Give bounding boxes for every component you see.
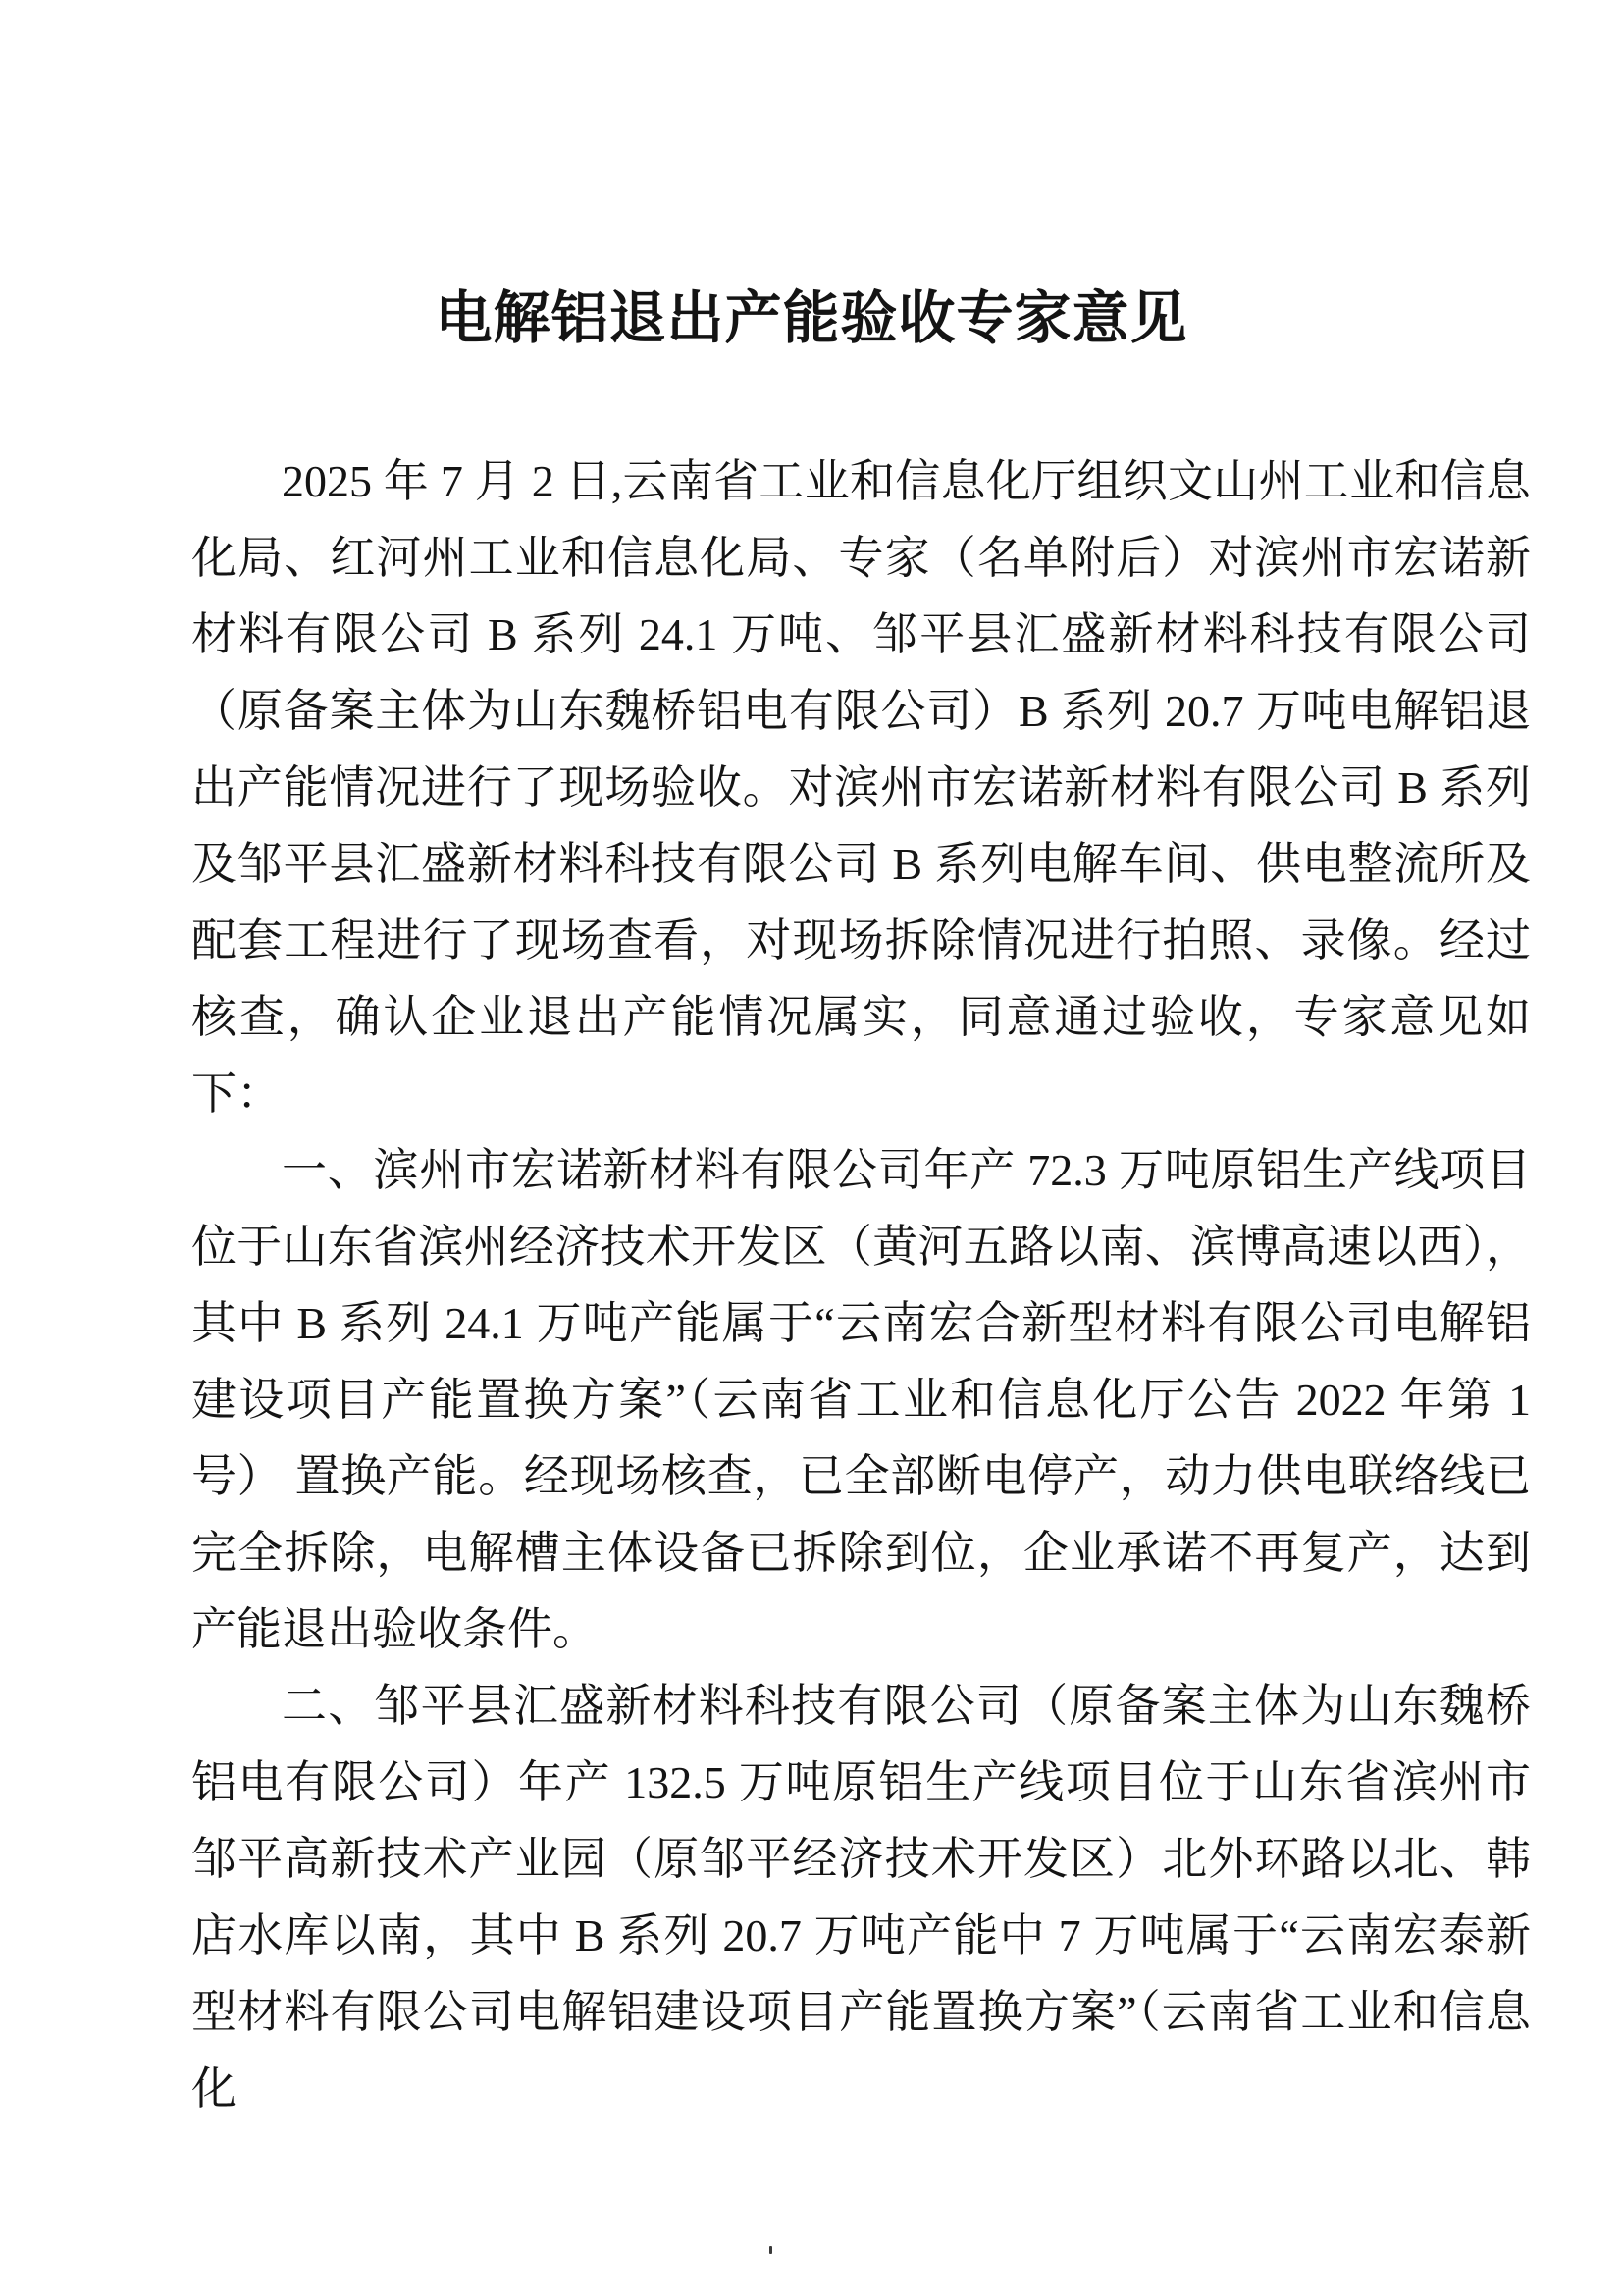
- paragraph-intro: 2025 年 7 月 2 日,云南省工业和信息化厅组织文山州工业和信息化局、红河州工业和信息化局、专家（名单附后）对滨州市宏诺新材料有限公司 B 系列 24.1 万吨、邹平县汇盛新材料科技有限公司（原备案主体为山东魏桥铝电有限公司）B 系列 20.7 万吨电解铝退出产能情况进行了现场验收。对滨州市宏诺新材料有限公司 B 系列及邹平县汇盛新材料科技有限公司 B 系列电解车间、供电整流所及配套工程进行了现场查看，对现场拆除情况进行拍照、录像。经过核查，确认企业退出产能情况属实，同意通过验收，专家意见如下：: [191, 456, 1531, 1119]
- scan-artifact-speck: [769, 2246, 772, 2254]
- paragraph-item-two: 二、邹平县汇盛新材料科技有限公司（原备案主体为山东魏桥铝电有限公司）年产 132.5 万吨原铝生产线项目位于山东省滨州市邹平高新技术产业园（原邹平经济技术开发区）北外环路以北、韩店水库以南，其中 B 系列 20.7 万吨产能中 7 万吨属于“云南宏泰新型材料有限公司电解铝建设项目产能置换方案”（云南省工业和信息化: [191, 1681, 1531, 2113]
- paragraph-item-one: 一、滨州市宏诺新材料有限公司年产 72.3 万吨原铝生产线项目位于山东省滨州经济技术开发区（黄河五路以南、滨博高速以西），其中 B 系列 24.1 万吨产能属于“云南宏合新型材料有限公司电解铝建设项目产能置换方案”（云南省工业和信息化厅公告 2022 年第 1 号） 置换产能。经现场核查，已全部断电停产，动力供电联络线已完全拆除，电解槽主体设备已拆除到位，企业承诺不再复产，达到产能退出验收条件。: [191, 1145, 1531, 1654]
- document-title: 电解铝退出产能验收专家意见: [435, 287, 1188, 350]
- document-body: [191, 444, 1531, 2127]
